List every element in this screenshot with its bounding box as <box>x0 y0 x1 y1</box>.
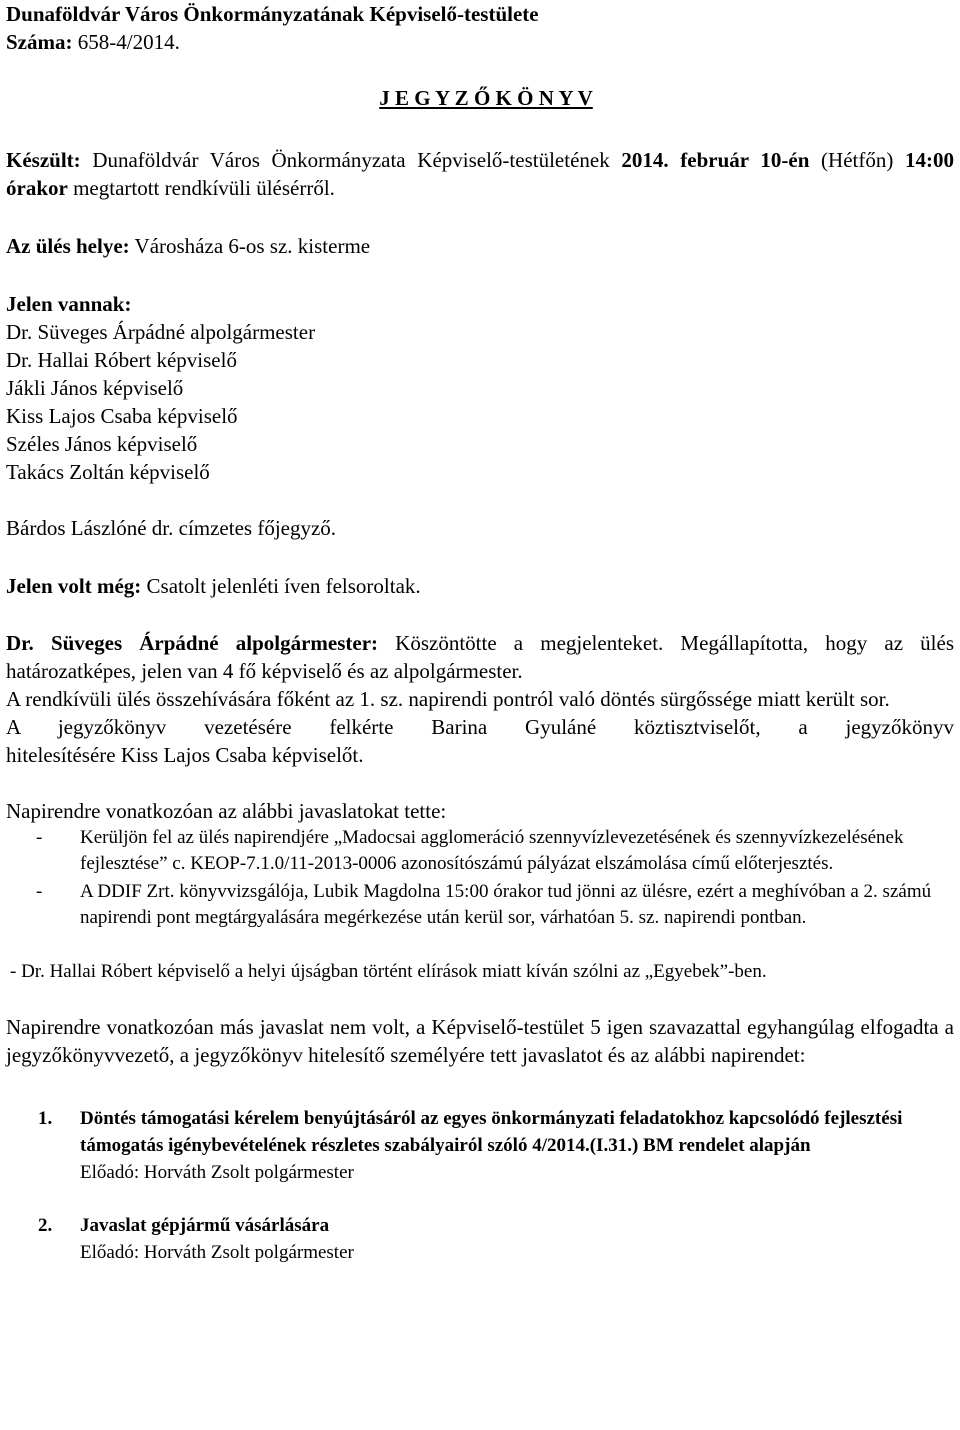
opening-text-3a: A jegyzőkönyv vezetésére felkérte Barina Gyuláné köztisztviselőt, a jegyzőkönyv <box>6 715 954 739</box>
agenda-title: Döntés támogatási kérelem benyújtásáról az egyes önkormányzati feladatokhoz kapcsolódó fejlesztési támogatás igénybevételének részletes szabályairól szóló 4/2014.(I.31.) BM rendelet alapján <box>80 1108 903 1156</box>
made-paragraph <box>6 146 954 202</box>
notary: Bárdos Lászlóné dr. címzetes főjegyző. <box>6 516 337 540</box>
document-title: J E G Y Z Ő K Ö N Y V <box>379 86 593 110</box>
agenda-item <box>6 1212 954 1266</box>
also-present-label: Jelen volt még: <box>6 574 142 598</box>
meeting-time: 14:00 órakor <box>6 148 955 200</box>
member-4: Kiss Lajos Csaba képviselő <box>6 404 238 428</box>
member-5: Széles János képviselő <box>6 432 198 456</box>
proposal-text: A DDIF Zrt. könyvvizsgálója, Lubik Magdolna 15:00 órakor tud jönni az ülésre, ezért a meghívóban a 2. számú napirendi pont megtárgyalására megérkezése után kerül sor, várhatóan 5. sz. napirendi pontban. <box>80 881 932 928</box>
agenda-number: 1. <box>38 1108 53 1129</box>
made-text-a: Dunaföldvár Város Önkormányzata Képviselő-testületének <box>92 148 610 172</box>
doc-number-value: 658-4/2014. <box>77 30 180 54</box>
meeting-day: (Hétfőn) <box>821 148 894 172</box>
agenda-number: 2. <box>38 1215 53 1236</box>
member-6: Takács Zoltán képviselő <box>6 460 210 484</box>
proposals-list <box>6 825 954 931</box>
made-label: Készült: <box>6 148 81 172</box>
venue-value: Városháza 6-os sz. kisterme <box>134 234 371 258</box>
agenda-presenter: Előadó: Horváth Zsolt polgármester <box>80 1242 354 1263</box>
opening-text-3b: hitelesítésére Kiss Lajos Csaba képviselőt. <box>6 743 364 767</box>
proposals-intro: Napirendre vonatkozóan az alábbi javaslatokat tette: <box>6 799 447 823</box>
also-present <box>6 572 954 600</box>
agenda-item <box>6 1105 954 1186</box>
agenda-list <box>6 1105 954 1266</box>
member-1: Dr. Süveges Árpádné alpolgármester <box>6 320 316 344</box>
doc-number-label: Száma: <box>6 30 73 54</box>
opening-text-1: Köszöntötte a megjelenteket. Megállapította, hogy az ülés határozatképes, jelen van 4 fő képviselő és az alpolgármester. <box>6 631 955 683</box>
present-label: Jelen vannak: <box>6 292 132 316</box>
agenda-presenter: Előadó: Horváth Zsolt polgármester <box>80 1162 354 1183</box>
proposal-text: Kerüljön fel az ülés napirendjére „Madocsai agglomeráció szennyvízlevezetésének és szennyvízkezelésének fejlesztése” c. KEOP-7.1.0/11-2013-0006 azonosítószámú pályázat elszámolása című előterjesztés. <box>80 827 904 874</box>
opening-speaker: Dr. Süveges Árpádné alpolgármester: <box>6 631 379 655</box>
extra-proposal: - Dr. Hallai Róbert képviselő a helyi újságban történt elírások miatt kíván szólni az „Egyebek”-ben. <box>10 961 767 982</box>
member-2: Dr. Hallai Róbert képviselő <box>6 348 237 372</box>
meeting-date: 2014. február 10-én <box>621 148 810 172</box>
also-present-value: Csatolt jelenléti íven felsoroltak. <box>146 574 421 598</box>
doc-number <box>6 28 954 56</box>
proposal-item: - A DDIF Zrt. könyvvizsgálója, Lubik Magdolna 15:00 órakor tud jönni az ülésre, ezért a meghívóban a 2. számú napirendi pont megtárgyalására megérkezése után kerül sor, várhatóan 5. sz. napirendi pontban. <box>36 881 932 928</box>
org-name: Dunaföldvár Város Önkormányzatának Képviselő-testülete <box>6 2 539 26</box>
opening-paragraph <box>6 629 954 685</box>
made-text-b: megtartott rendkívüli ülésérről. <box>73 176 335 200</box>
opening-text-2: A rendkívüli ülés összehívására főként az 1. sz. napirendi pontról való döntés sürgőssége miatt került sor. <box>6 687 890 711</box>
venue <box>6 232 954 260</box>
venue-label: Az ülés helye: <box>6 234 130 258</box>
decision-paragraph: Napirendre vonatkozóan más javaslat nem volt, a Képviselő-testület 5 igen szavazattal egyhangúlag elfogadta a jegyzőkönyvvezető, a jegyzőkönyv hitelesítő személyére tett javaslatot és az alábbi napirendet: <box>6 1015 954 1067</box>
member-3: Jákli János képviselő <box>6 376 184 400</box>
agenda-title: Javaslat gépjármű vásárlására <box>80 1215 330 1236</box>
proposal-item: - Kerüljön fel az ülés napirendjére „Madocsai agglomeráció szennyvízlevezetésének és szennyvízkezelésének fejlesztése” c. KEOP-7.1.0/11-2013-0006 azonosítószámú pályázat elszámolása című előterjesztés. <box>36 827 904 874</box>
